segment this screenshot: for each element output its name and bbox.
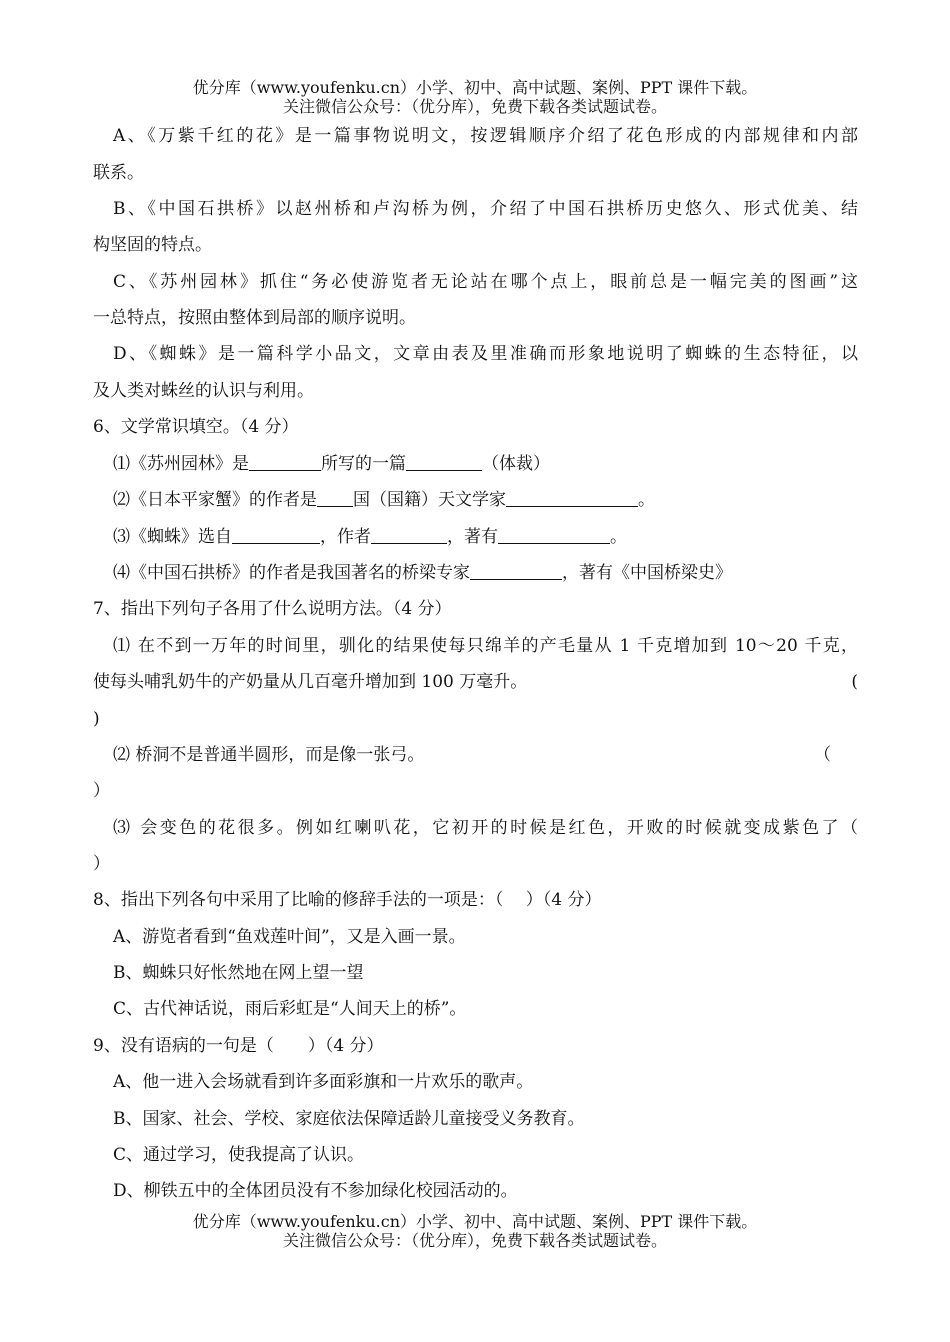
q7-sentence-1-line1: ⑴ 在不到一万年的时间里，驯化的结果使每只绵羊的产毛量从 1 千克增加到 10～20 千克，	[113, 636, 858, 656]
q6-item-2-text-a: ⑵《日本平家蟹》的作者是	[113, 490, 317, 510]
q7-answer-1-open: (	[851, 672, 858, 692]
page-footer	[0, 1212, 950, 1250]
q5-option-b-line2: 构坚固的特点。	[93, 235, 212, 255]
q6-blank-astronomer[interactable]	[506, 490, 638, 507]
q7-answer-2-close: ）	[93, 781, 110, 801]
q5-option-a-line1: A、《万紫千红的花》是一篇事物说明文，按逻辑顺序介绍了花色形成的内部规律和内部	[113, 126, 858, 146]
q5-option-c-line1: C、《苏州园林》抓住“务必使游览者无论站在哪个点上，眼前总是一幅完美的图画”这	[113, 272, 858, 292]
q7-sentence-2	[113, 745, 858, 765]
q5-option-b-line1: B、《中国石拱桥》以赵州桥和卢沟桥为例，介绍了中国石拱桥历史悠久、形式优美、结	[113, 199, 858, 219]
q6-blank-source[interactable]	[232, 527, 320, 544]
q5-option-d-line2: 及人类对蛛丝的认识与利用。	[93, 381, 314, 401]
q5-option-a-line2: 联系。	[93, 163, 144, 183]
q6-blank-country[interactable]	[317, 490, 353, 507]
q6-item-4-text-a: ⑷《中国石拱桥》的作者是我国著名的桥梁专家	[113, 563, 470, 583]
q6-item-3-text-d: 。	[610, 527, 627, 547]
q7-sentence-1-line2	[93, 672, 858, 692]
footer-line-2: 关注微信公众号：（优分库），免费下载各类试题试卷。	[282, 1231, 667, 1250]
q7-sentence-3: ⑶ 会变色的花很多。例如红喇叭花，它初开的时候是红色，开败的时候就变成紫色了（	[113, 818, 858, 838]
q6-item-2	[113, 490, 858, 510]
q9-title: 9、没有语病的一句是（ ）（4 分）	[93, 1036, 384, 1056]
footer-line-1: 优分库（www.youfenku.cn）小学、初中、高中试题、案例、PPT 课件下载。	[192, 1212, 758, 1231]
q6-title: 6、文学常识填空。（4 分）	[93, 417, 299, 437]
q6-blank-expert[interactable]	[470, 563, 562, 580]
q6-blank-writer[interactable]	[371, 527, 447, 544]
q9-option-d: D、柳铁五中的全体团员没有不参加绿化校园活动的。	[113, 1181, 518, 1201]
q7-sentence-1-text: 使每头哺乳奶牛的产奶量从几百毫升增加到 100 万毫升。	[93, 672, 528, 692]
q6-item-3-text-b: ，作者	[320, 527, 371, 547]
q7-answer-3-close: ）	[93, 854, 110, 874]
q9-option-a: A、他一进入会场就看到许多面彩旗和一片欢乐的歌声。	[113, 1072, 534, 1092]
q8-option-b: B、蜘蛛只好怅然地在网上望一望	[113, 963, 364, 983]
q6-item-2-text-b: 国（国籍）天文学家	[353, 490, 506, 510]
q5-option-d-line1: D、《蜘蛛》是一篇科学小品文，文章由表及里准确而形象地说明了蜘蛛的生态特征，以	[113, 344, 858, 364]
q9-option-c: C、通过学习，使我提高了认识。	[113, 1145, 365, 1165]
q8-option-c: C、古代神话说，雨后彩虹是“人间天上的桥”。	[113, 999, 467, 1019]
q8-title: 8、指出下列各句中采用了比喻的修辞手法的一项是：（ ）（4 分）	[93, 890, 602, 910]
q6-item-1	[113, 454, 858, 474]
q7-title: 7、指出下列句子各用了什么说明方法。（4 分）	[93, 599, 452, 619]
q6-item-1-text-b: 所写的一篇	[321, 454, 406, 474]
q8-option-a: A、游览者看到“鱼戏莲叶间”，又是入画一景。	[113, 927, 466, 947]
q6-blank-works[interactable]	[498, 527, 610, 544]
q6-item-3-text-c: ，著有	[447, 527, 498, 547]
header-line-1: 优分库（www.youfenku.cn）小学、初中、高中试题、案例、PPT 课件下载。	[192, 78, 758, 97]
q6-item-4	[113, 563, 858, 583]
q7-answer-1-close: )	[93, 709, 100, 729]
q6-blank-genre[interactable]	[406, 454, 482, 471]
q7-answer-2-open: （	[814, 745, 831, 765]
q6-item-1-text-a: ⑴《苏州园林》是	[113, 454, 249, 474]
q6-item-4-text-b: ，著有《中国桥梁史》	[562, 563, 732, 583]
header-line-2: 关注微信公众号：（优分库），免费下载各类试题试卷。	[282, 97, 667, 116]
q5-option-c-line2: 一总特点，按照由整体到局部的顺序说明。	[93, 308, 416, 328]
q9-option-b: B、国家、社会、学校、家庭依法保障适龄儿童接受义务教育。	[113, 1109, 585, 1129]
q7-sentence-2-text: ⑵ 桥洞不是普通半圆形，而是像一张弓。	[113, 745, 425, 765]
q6-item-3	[113, 527, 858, 547]
page-header	[0, 78, 950, 116]
q6-item-3-text-a: ⑶《蜘蛛》选自	[113, 527, 232, 547]
q6-item-1-text-c: （体裁）	[482, 454, 550, 474]
q6-blank-author[interactable]	[249, 454, 321, 471]
q6-item-2-text-c: 。	[638, 490, 655, 510]
